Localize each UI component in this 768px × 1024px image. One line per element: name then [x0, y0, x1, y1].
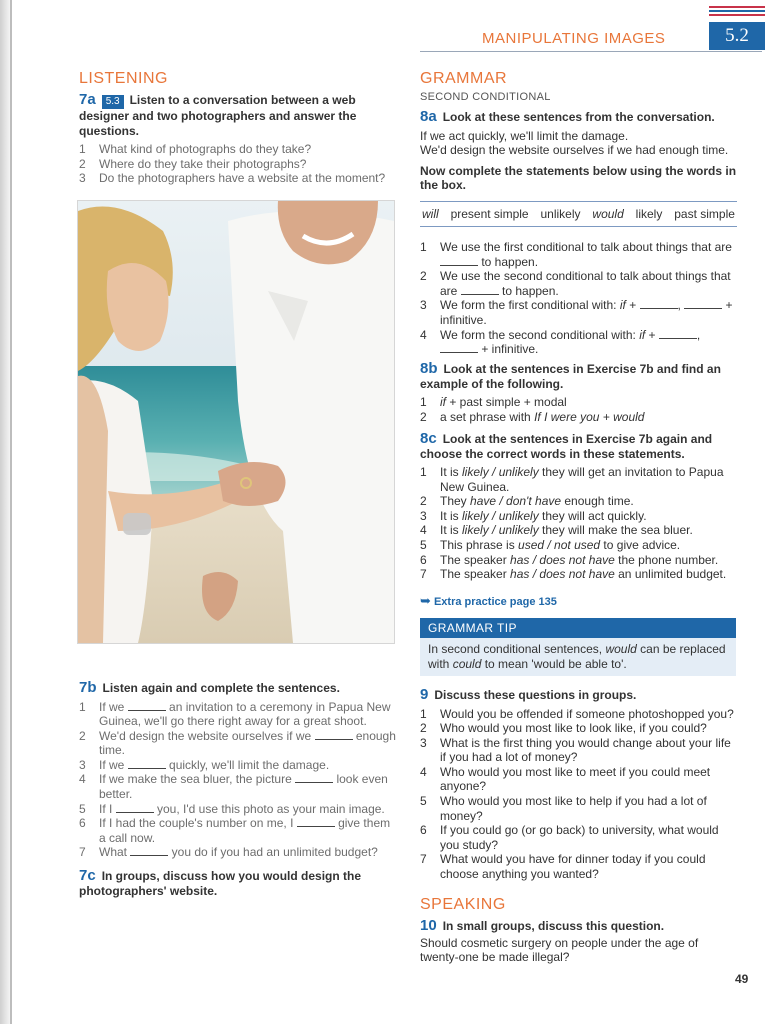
item-text — [440, 494, 740, 509]
answer-blank — [315, 729, 353, 740]
unit-title: MANIPULATING IMAGES — [482, 30, 666, 47]
word-box — [420, 201, 737, 227]
list-item — [420, 852, 740, 881]
statement-end: + infinitive. — [440, 298, 733, 327]
item-number: 2 — [420, 721, 427, 736]
item-number: 3 — [420, 298, 427, 313]
box-word: present simple — [450, 207, 529, 221]
exercise-8a-instruction: 8a Look at these sentences from the conversation. — [420, 108, 715, 125]
list-item — [420, 509, 740, 524]
statement-start: It is — [440, 523, 463, 538]
item-text — [440, 298, 740, 327]
exercise-8b — [420, 362, 740, 424]
exercise-number: 10 — [420, 917, 437, 934]
listening-heading: LISTENING — [79, 70, 168, 87]
list-item — [420, 328, 740, 357]
item-text: Would you be offended if someone photoshopped you? — [440, 706, 734, 721]
grammar-heading: GRAMMAR — [420, 70, 508, 87]
exercise-7a-questions — [79, 142, 395, 186]
choice-options: likely / unlikely — [462, 508, 539, 523]
sentence-end: an invitation to a ceremony in Papua New Guinea, we'll go there right away for a great shoot. — [99, 699, 391, 729]
sentence-start: If we make the sea bluer, the picture — [99, 772, 296, 787]
list-item — [79, 142, 395, 157]
statement-end: an unlimited budget. — [614, 567, 727, 582]
choice-options: has / does not have — [510, 567, 615, 582]
grammar-tip-body: In second conditional sentences, would can be replaced with could to mean 'would be able to'. — [420, 638, 736, 676]
exercise-8c — [420, 432, 740, 582]
exercise-10 — [420, 919, 730, 965]
box-word: past simple — [674, 207, 735, 221]
list-item — [420, 298, 740, 327]
exercise-number: 8c — [420, 430, 437, 447]
answer-blank — [659, 328, 697, 339]
statement-end: they will get an invitation to Papua New Guinea. — [440, 465, 724, 494]
item-number: 1 — [79, 699, 86, 714]
item-text-part: a set phrase with — [440, 409, 535, 424]
list-item — [79, 758, 397, 773]
answer-blank — [440, 342, 478, 353]
statement-list — [420, 240, 740, 357]
page-number: 49 — [735, 972, 749, 986]
item-number: 7 — [79, 845, 86, 860]
sentence-start: If we — [99, 757, 128, 772]
page-spine-line — [10, 0, 12, 1024]
list-item — [420, 410, 740, 425]
page-spine-shadow — [0, 0, 10, 1024]
exercise-number: 8a — [420, 108, 437, 125]
statement-end: they will make the sea bluer. — [538, 523, 693, 538]
keyword: if — [440, 395, 446, 409]
answer-blank — [684, 298, 722, 309]
statement-end: they will act quickly. — [538, 508, 647, 523]
keyword: if — [639, 327, 646, 342]
list-item — [79, 845, 397, 860]
list-item — [79, 729, 397, 758]
choice-options: have / don't have — [470, 494, 562, 509]
keyword: if — [619, 298, 626, 313]
statement-part: , — [696, 327, 701, 342]
exercise-number: 9 — [420, 686, 429, 703]
sentence-start: If we — [99, 699, 128, 714]
item-text: If you could go (or go back) to university, what would you study? — [440, 823, 719, 852]
list-item — [420, 269, 740, 298]
sentence-end: you do if you had an unlimited budget? — [168, 845, 378, 860]
sentence-end: give them a call now. — [99, 816, 391, 845]
item-text — [99, 758, 397, 773]
item-text: Who would you most like to help if you had a lot of money? — [440, 794, 707, 823]
item-text — [99, 816, 397, 845]
exercise-8c-statements — [420, 465, 740, 582]
item-number: 3 — [79, 757, 86, 772]
statement-part: + — [645, 327, 659, 342]
choice-options: has / does not have — [510, 552, 615, 567]
item-number: 4 — [420, 523, 427, 538]
exercise-8a-instruction-2: Now complete the statements below using the words in the box. — [420, 163, 737, 192]
exercise-8a-statements — [420, 236, 740, 357]
item-number: 1 — [420, 395, 427, 409]
list-item — [420, 395, 740, 410]
statement-start: We form the second conditional with: — [440, 327, 640, 342]
statement-start: It is — [440, 508, 463, 523]
exercise-number: 8b — [420, 360, 438, 377]
answer-blank — [640, 298, 678, 309]
answer-blank — [440, 255, 478, 266]
list-item — [420, 538, 740, 553]
item-number: 4 — [79, 772, 86, 787]
wedding-ring-photo — [77, 200, 395, 644]
statement-start: We use the first conditional to talk about things that are — [440, 240, 732, 254]
list-item — [420, 553, 740, 568]
list-item — [420, 823, 740, 852]
list-item — [420, 736, 740, 765]
keyword: If I were you + would — [534, 409, 645, 424]
discussion-questions — [420, 707, 740, 882]
unit-number-badge: 5.2 — [709, 22, 765, 50]
sentence-end: you, I'd use this photo as your main image. — [153, 801, 385, 816]
item-number: 6 — [420, 823, 427, 838]
item-number: 6 — [420, 552, 427, 567]
choice-options: likely / unlikely — [462, 523, 539, 538]
list-item — [79, 816, 397, 845]
choice-options: likely / unlikely — [462, 465, 539, 479]
list-item — [420, 523, 740, 538]
item-text: What would you have for dinner today if you could choose anything you wanted? — [440, 852, 706, 882]
answer-blank — [297, 816, 335, 827]
box-word: likely — [635, 207, 663, 221]
item-text — [440, 509, 740, 524]
item-number: 7 — [420, 567, 427, 582]
exercise-8c-instruction: 8c Look at the sentences in Exercise 7b again and choose the correct words in these statements. — [420, 430, 713, 461]
item-text: What is the first thing you would change about your life if you had a lot of money? — [440, 735, 731, 765]
grammar-subheading: SECOND CONDITIONAL — [420, 91, 551, 103]
list-item — [420, 721, 740, 736]
item-number: 5 — [420, 537, 427, 552]
exercise-9 — [420, 688, 740, 882]
box-word: unlikely — [540, 207, 581, 221]
statement-part: + — [625, 298, 640, 313]
statement-start: It is — [440, 465, 463, 479]
item-text — [440, 553, 740, 568]
item-text — [99, 772, 397, 801]
item-text — [440, 523, 740, 538]
item-number: 2 — [420, 494, 427, 509]
answer-blank — [295, 772, 333, 783]
item-text — [99, 729, 397, 758]
item-number: 1 — [79, 142, 86, 156]
sentence-end: enough time. — [99, 728, 396, 758]
item-number: 3 — [79, 171, 86, 186]
item-text: Who would you most like to meet if you could meet anyone? — [440, 764, 711, 794]
item-text — [440, 465, 740, 494]
statement-end: + infinitive. — [478, 342, 539, 357]
list-item — [420, 765, 740, 794]
item-number: 5 — [79, 801, 86, 816]
box-word: would — [592, 207, 624, 221]
answer-blank — [116, 802, 154, 813]
exercise-9-instruction: 9 Discuss these questions in groups. — [420, 686, 637, 703]
item-number: 3 — [420, 735, 427, 750]
wedding-couple-illustration — [78, 201, 394, 643]
exercise-7b — [79, 681, 397, 860]
list-item — [79, 171, 395, 186]
item-text: Who would you most like to look like, if you could? — [440, 721, 707, 736]
list-item — [420, 494, 740, 509]
speaking-question: Should cosmetic surgery on people under the age of twenty-one be made illegal? — [420, 935, 699, 964]
exercise-8b-items — [420, 395, 740, 424]
statement-start: This phrase is — [440, 537, 519, 552]
statement-start: The speaker — [440, 552, 511, 567]
list-item — [420, 707, 740, 722]
header-rule — [420, 51, 762, 52]
extra-practice-link[interactable]: ➥ Extra practice page 135 — [420, 593, 557, 608]
answer-blank — [128, 758, 166, 769]
statement-part: , — [677, 298, 685, 313]
item-text — [99, 845, 397, 860]
exercise-number: 7c — [79, 867, 96, 884]
sentence-start: If I — [99, 801, 116, 816]
answer-blank — [461, 284, 499, 295]
answer-blank — [130, 845, 168, 856]
exercise-7a — [79, 93, 395, 186]
exercise-10-instruction: 10 In small groups, discuss this question. — [420, 917, 665, 934]
item-text — [99, 700, 397, 729]
item-text — [440, 269, 740, 298]
list-item — [79, 772, 397, 801]
choice-options: used / not used — [518, 537, 601, 552]
statement-end: enough time. — [561, 494, 634, 509]
sentence-start: What — [99, 845, 131, 860]
statement-start: We use the second conditional to talk about things that are — [440, 269, 731, 298]
list-item — [79, 700, 397, 729]
item-text — [440, 567, 740, 582]
unit-stripes-decoration — [709, 6, 765, 18]
sentence-start: We'd design the website ourselves if we — [99, 728, 315, 743]
example-sentence: We'd design the website ourselves if we had enough time. — [420, 143, 729, 157]
item-number: 1 — [420, 706, 427, 721]
item-text: Do the photographers have a website at the moment? — [99, 171, 386, 186]
item-number: 7 — [420, 852, 427, 867]
audio-track-badge: 5.3 — [102, 95, 124, 109]
list-item — [420, 240, 740, 269]
statement-end: the phone number. — [614, 552, 719, 567]
item-number: 1 — [420, 465, 427, 479]
item-text — [99, 802, 397, 817]
item-text — [440, 328, 740, 357]
item-text: What kind of photographs do they take? — [99, 142, 312, 156]
item-number: 3 — [420, 508, 427, 523]
item-number: 4 — [420, 327, 427, 342]
exercise-7c: 7c In groups, discuss how you would design the photographers' website. — [79, 867, 362, 898]
statement-end: to happen. — [498, 283, 559, 298]
statement-start: We form the first conditional with: — [440, 298, 620, 313]
speaking-heading: SPEAKING — [420, 896, 506, 913]
item-text: Where do they take their photographs? — [99, 156, 307, 171]
item-number: 2 — [420, 409, 427, 424]
item-number: 1 — [420, 240, 427, 254]
statement-end: to happen. — [478, 254, 539, 269]
arrow-right-icon: ➥ — [420, 593, 431, 608]
list-item — [420, 465, 740, 494]
list-item — [79, 802, 397, 817]
list-item — [79, 157, 395, 172]
item-number: 4 — [420, 764, 427, 779]
sentence-end: quickly, we'll limit the damage. — [165, 757, 330, 772]
item-number: 5 — [420, 794, 427, 809]
sentence-end: look even better. — [99, 772, 388, 802]
item-text — [440, 538, 740, 553]
statement-start: They — [440, 494, 471, 509]
item-number: 6 — [79, 816, 86, 831]
exercise-7a-instruction: 7a 5.3 Listen to a conversation between a web designer and two photographers and answer the questions. — [79, 91, 357, 138]
sentence-start: If I had the couple's number on me, I — [99, 816, 297, 831]
answer-blank — [128, 700, 166, 711]
item-text — [440, 395, 740, 410]
statement-end: to give advice. — [600, 537, 681, 552]
exercise-7b-sentences — [79, 700, 397, 861]
item-text — [440, 240, 740, 269]
item-text — [440, 410, 740, 425]
exercise-8a — [420, 110, 740, 193]
item-number: 2 — [79, 728, 86, 743]
item-number: 2 — [79, 156, 86, 171]
grammar-tip-title: GRAMMAR TIP — [420, 618, 736, 638]
exercise-8b-instruction: 8b Look at the sentences in Exercise 7b and find an example of the following. — [420, 360, 721, 391]
item-number: 2 — [420, 269, 427, 284]
list-item — [420, 567, 740, 582]
box-word: will — [422, 207, 439, 221]
exercise-number: 7b — [79, 679, 97, 696]
item-text-part: + past simple + modal — [446, 395, 567, 409]
example-sentence: If we act quickly, we'll limit the damage. — [420, 128, 629, 143]
statement-start: The speaker — [440, 567, 511, 582]
exercise-number: 7a — [79, 91, 96, 108]
list-item — [420, 794, 740, 823]
exercise-7b-instruction: 7b Listen again and complete the sentences. — [79, 679, 340, 696]
